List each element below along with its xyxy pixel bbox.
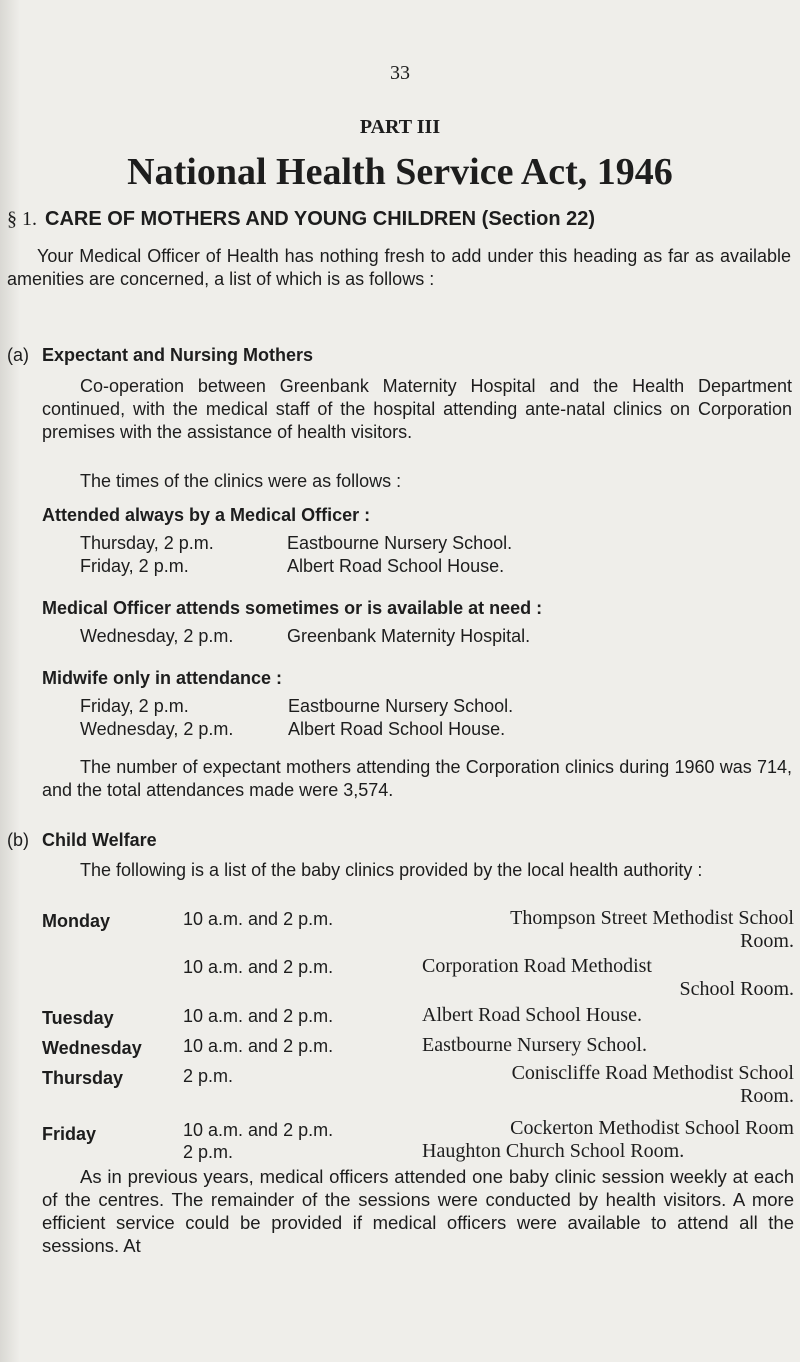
clinic-group-heading: Attended always by a Medical Officer : (42, 505, 371, 525)
clinic-time: Thursday, 2 p.m. (80, 533, 214, 553)
clinic-time: Friday, 2 p.m. (80, 556, 189, 576)
clinic-place: Albert Road School House. (287, 556, 505, 576)
clinic-place: Greenbank Maternity Hospital. (287, 626, 531, 646)
subsection-b-closing: As in previous years, medical officers attended one baby clinic session weekly at each of the centres. The remainder of the sessions were conducted by health visitors. A more efficient service could be provided if medical officers were available to attend all the sessions. At (42, 1166, 794, 1256)
subsection-b-heading: Child Welfare (42, 830, 157, 850)
clinic-place: Haughton Church School Room. (422, 1140, 685, 1162)
clinic-place: Eastbourne Nursery School. (287, 533, 513, 553)
section-heading (7, 208, 595, 231)
clinic-day: Thursday (42, 1068, 124, 1088)
clinic-day: Monday (42, 911, 111, 931)
clinic-place-continued: Room. (740, 1085, 794, 1107)
clinic-place: Albert Road School House. (288, 719, 506, 739)
clinic-time: 10 a.m. and 2 p.m. (183, 909, 334, 929)
clinic-time: 10 a.m. and 2 p.m. (183, 1006, 334, 1026)
page-edge-shadow (0, 0, 20, 1362)
clinic-time: 10 a.m. and 2 p.m. (183, 1120, 334, 1140)
clinic-place-continued: School Room. (679, 978, 794, 1000)
subsection-a-label: (a) (7, 345, 29, 365)
clinic-place: Thompson Street Methodist School (510, 907, 794, 929)
clinic-day: Friday (42, 1124, 97, 1144)
clinic-time: 2 p.m. (183, 1142, 234, 1162)
page-number: 33 (390, 62, 410, 84)
clinic-place: Cockerton Methodist School Room (510, 1117, 794, 1139)
part-heading: PART III (359, 116, 441, 138)
clinic-group-heading: Midwife only in attendance : (42, 668, 283, 688)
clinic-time: Wednesday, 2 p.m. (80, 626, 234, 646)
section-heading-text: CARE OF MOTHERS AND YOUNG CHILDREN (Section 22) (45, 208, 596, 230)
clinic-place-continued: Room. (740, 930, 794, 952)
subsection-a-summary: The number of expectant mothers attending the Corporation clinics during 1960 was 714, and the total attendances made were 3,574. (42, 757, 792, 800)
page-title: National Health Service Act, 1946 (127, 151, 673, 193)
clinic-time: 10 a.m. and 2 p.m. (183, 957, 334, 977)
clinic-place: Eastbourne Nursery School. (288, 696, 514, 716)
subsection-a-paragraph-1: Co-operation between Greenbank Maternity Hospital and the Health Department continued, with the medical staff of the hospital attending ante-natal clinics on Corporation premises with the assistance of health visitors. (42, 376, 792, 442)
subsection-a-paragraph-2: The times of the clinics were as follows : (80, 471, 402, 491)
section-intro: Your Medical Officer of Health has nothing fresh to add under this heading as far as available amenities are concerned, a list of which is as follows : (7, 246, 791, 289)
clinic-time: 2 p.m. (183, 1066, 234, 1086)
clinic-day: Tuesday (42, 1008, 114, 1028)
clinic-group-heading: Medical Officer attends sometimes or is available at need : (42, 598, 543, 618)
clinic-time: Friday, 2 p.m. (80, 696, 189, 716)
subsection-b-label: (b) (7, 830, 29, 850)
clinic-time: Wednesday, 2 p.m. (80, 719, 234, 739)
clinic-day: Wednesday (42, 1038, 142, 1058)
clinic-place: Coniscliffe Road Methodist School (511, 1062, 794, 1084)
subsection-a-heading: Expectant and Nursing Mothers (42, 345, 314, 365)
clinic-place: Albert Road School House. (422, 1004, 642, 1026)
clinic-time: 10 a.m. and 2 p.m. (183, 1036, 334, 1056)
clinic-place: Eastbourne Nursery School. (422, 1034, 647, 1056)
subsection-b-intro: The following is a list of the baby clinics provided by the local health authority : (80, 860, 703, 880)
section-symbol: § 1. (7, 208, 37, 230)
clinic-place: Corporation Road Methodist (422, 955, 652, 977)
